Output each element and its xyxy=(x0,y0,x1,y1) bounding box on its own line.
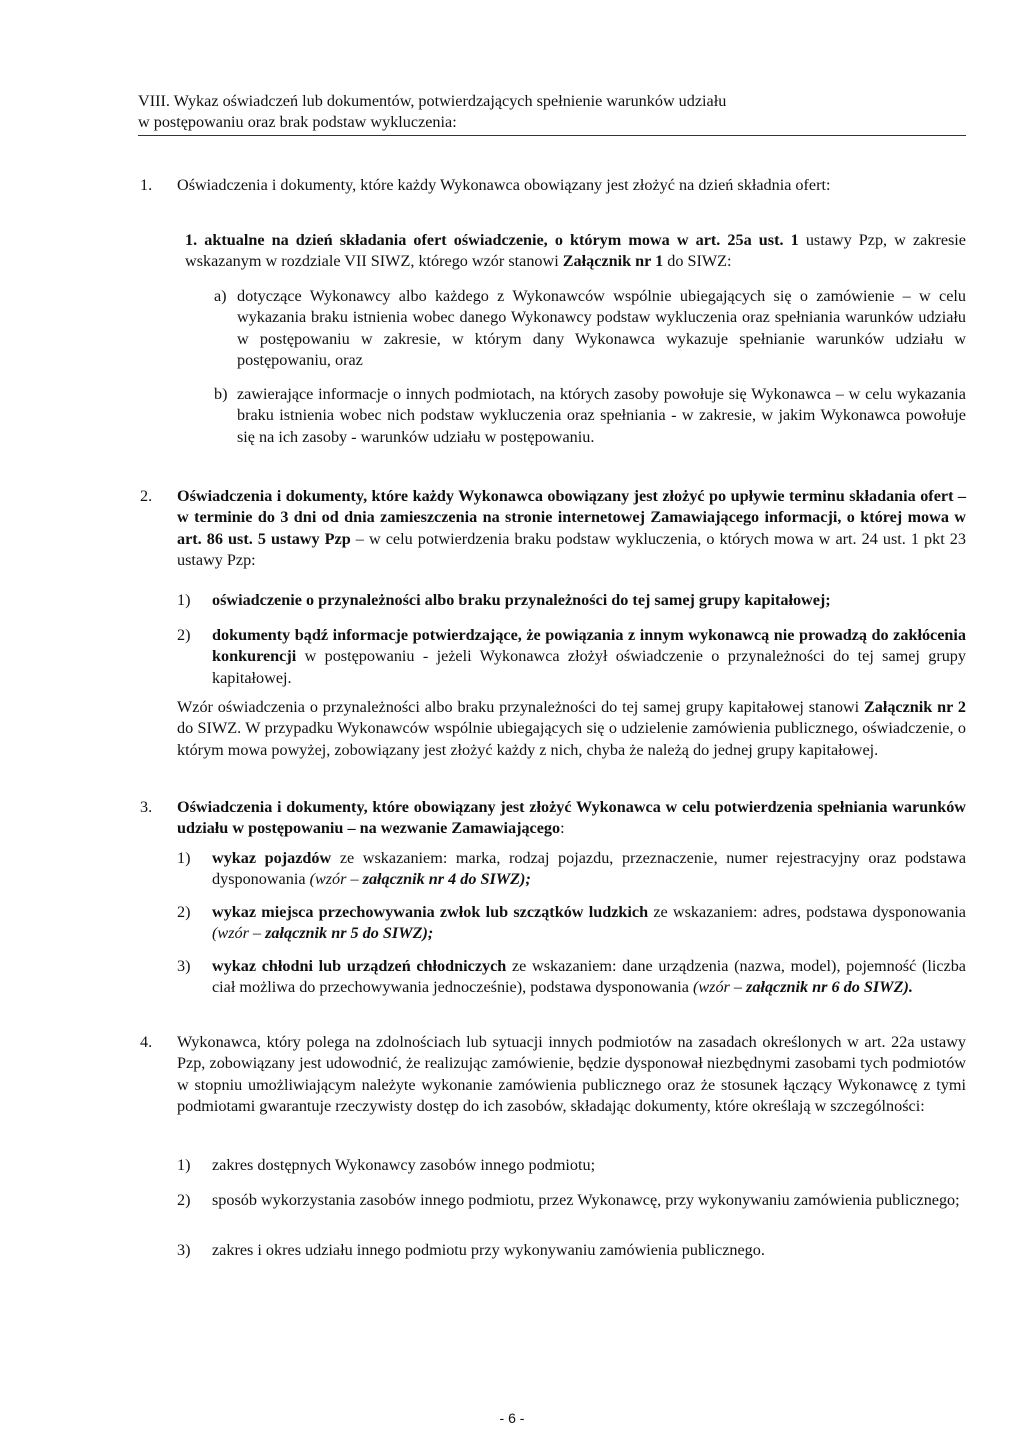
item1-sub1-text: ustawy Pzp, w zakresie wskazanym w rozdziale VII SIWZ, którego wzór stanowi xyxy=(185,231,966,271)
item2-heading-text: – w celu potwierdzenia braku podstaw wykluczenia, o których mowa w art. 24 ust. 1 pkt 23 ustawy Pzp: xyxy=(177,529,966,570)
item4-p3-number: 3) xyxy=(177,1241,191,1259)
item1-a-text: dotyczące Wykonawcy albo każdego z Wykonawców wspólnie ubiegających się o zamówienie – w celu wykazania braku istnienia wobec danego Wykonawcy podstaw wykluczenia oraz spełniania warunków udziału w postępowaniu w zakresie, w którym dany Wykonawca wykazuje spełnianie warunków udziału w postępowaniu, oraz xyxy=(237,287,966,370)
item2-p1-text: oświadczenie o przynależności albo braku przynależności do tej samej grupy kapitałowej; xyxy=(212,591,831,609)
section-divider xyxy=(138,135,966,136)
item1-sub1-bold: 1. aktualne na dzień składania ofert oświadczenie, o którym mowa w art. 25a ust. 1 xyxy=(185,231,799,249)
item3-p2 xyxy=(212,902,966,945)
item3-heading xyxy=(177,797,966,840)
item3-p3-attachment: załącznik nr 6 do SIWZ). xyxy=(746,978,913,997)
item1-sub1 xyxy=(185,230,966,273)
item4-p1-number: 1) xyxy=(177,1156,191,1174)
item2-p1-number: 1) xyxy=(177,591,191,609)
item3-p2-attachment: załącznik nr 5 do SIWZ); xyxy=(265,924,434,943)
section-title-line1: VIII. Wykaz oświadczeń lub dokumentów, potwierdzających spełnienie warunków udziału xyxy=(138,92,727,110)
item3-p1 xyxy=(212,848,966,891)
item2-number: 2. xyxy=(140,487,153,505)
item4-number: 4. xyxy=(140,1033,153,1051)
item2-p2 xyxy=(212,625,966,689)
item3-p1-number: 1) xyxy=(177,849,191,867)
item2-note xyxy=(177,697,966,761)
item3-heading-bold: Oświadczenia i dokumenty, które obowiązany jest złożyć Wykonawca w celu potwierdzenia spełniania warunków udziału w postępowaniu – na wezwanie Zamawiającego xyxy=(177,798,966,838)
item1-number: 1. xyxy=(140,176,153,194)
item3-p3 xyxy=(212,956,966,999)
section-title xyxy=(138,91,966,134)
item2-note-text-b: do SIWZ. W przypadku Wykonawców wspólnie ubiegających się o udzielenie zamówienia publicznego, oświadczenie, o którym mowa powyżej, zobowiązany jest złożyć każdy z nich, chyba że należą do jednej grupy kapitałowej. xyxy=(177,719,966,759)
item3-p2-text: ze wskazaniem: adres, podstawa dysponowania xyxy=(648,903,966,921)
item1-a-label: a) xyxy=(214,287,227,305)
item3-p3-bold: wykaz chłodni lub urządzeń chłodniczych xyxy=(212,957,507,975)
item2-note-attachment: Załącznik nr 2 xyxy=(863,698,967,716)
item2-p2-text: w postępowaniu - jeżeli Wykonawca złożył oświadczenie o przynależności do tej samej grupy kapitałowej. xyxy=(212,647,966,687)
item2-heading xyxy=(177,486,966,572)
item4-p1-text: zakres dostępnych Wykonawcy zasobów innego podmiotu; xyxy=(212,1156,596,1174)
item1-sub1-end: do SIWZ: xyxy=(663,252,732,271)
section-title-line2: w postępowaniu oraz brak podstaw wykluczenia: xyxy=(138,113,457,132)
item3-p2-ref: (wzór – xyxy=(212,924,266,943)
item1-sub1-attachment: Załącznik nr 1 xyxy=(562,252,664,271)
item3-p1-attachment: załącznik nr 4 do SIWZ); xyxy=(362,870,531,889)
item3-p2-bold: wykaz miejsca przechowywania zwłok lub szczątków ludzkich xyxy=(212,903,649,921)
item4-p2-text: sposób wykorzystania zasobów innego podmiotu, przez Wykonawcę, przy wykonywaniu zamówienia publicznego; xyxy=(212,1191,960,1209)
item4-p2-number: 2) xyxy=(177,1191,191,1209)
page-number: - 6 - xyxy=(499,1410,525,1426)
item2-p2-bold: dokumenty bądź informacje potwierdzające, że powiązania z innym wykonawcą nie prowadzą do zakłócenia konkurencji xyxy=(212,626,966,666)
item3-p1-text: ze wskazaniem: marka, rodzaj pojazdu, przeznaczenie, numer rejestracyjny oraz podstawa dysponowania xyxy=(212,849,967,889)
item2-heading-bold: Oświadczenia i dokumenty, które każdy Wykonawca obowiązany jest złożyć po upływie terminu składania ofert – w terminie do 3 dni od dnia zamieszczenia na stronie internetowej Zamawiającego informacji, o której mowa w art. 86 ust. 5 ustawy Pzp xyxy=(177,487,966,548)
item2-note-text-a: Wzór oświadczenia o przynależności albo braku przynależności do tej samej grupy kapitałowej stanowi xyxy=(177,698,864,716)
item3-heading-end: : xyxy=(560,819,565,838)
item3-p3-number: 3) xyxy=(177,957,191,975)
item3-p3-text: ze wskazaniem: dane urządzenia (nazwa, model), pojemność (liczba ciał możliwa do przechowywania jednocześnie), podstawa dysponowania xyxy=(212,957,966,997)
item4-text: Wykonawca, który polega na zdolnościach lub sytuacji innych podmiotów na zasadach określonych w art. 22a ustawy Pzp, zobowiązany jest udowodnić, że realizując zamówienie, będzie dysponował niezbędnymi zasobami tych podmiotów w stopniu umożliwiającym należyte wykonanie zamówienia publicznego oraz że stosunek łączący Wykonawcę z tymi podmiotami gwarantuje rzeczywisty dostęp do ich zasobów, składając dokumenty, które określają w szczególności: xyxy=(177,1033,966,1116)
item3-p2-number: 2) xyxy=(177,903,191,921)
item3-p1-bold: wykaz pojazdów xyxy=(212,849,332,867)
item3-p3-ref: (wzór – xyxy=(692,978,747,997)
item1-b-text: zawierające informacje o innych podmiotach, na których zasoby powołuje się Wykonawca – w celu wykazania braku istnienia wobec nich podstaw wykluczenia oraz spełniania - w zakresie, w jakim Wykonawca powołuje się na ich zasoby - warunków udziału w postępowaniu. xyxy=(237,385,966,446)
item1-b-label: b) xyxy=(214,385,228,403)
item3-p1-ref: (wzór – xyxy=(309,870,363,889)
item3-number: 3. xyxy=(140,798,153,816)
item1-heading: Oświadczenia i dokumenty, które każdy Wykonawca obowiązany jest złożyć na dzień składnia ofert: xyxy=(177,176,831,194)
item4-p3-text: zakres i okres udziału innego podmiotu przy wykonywaniu zamówienia publicznego. xyxy=(212,1241,765,1259)
item2-p2-number: 2) xyxy=(177,626,191,644)
